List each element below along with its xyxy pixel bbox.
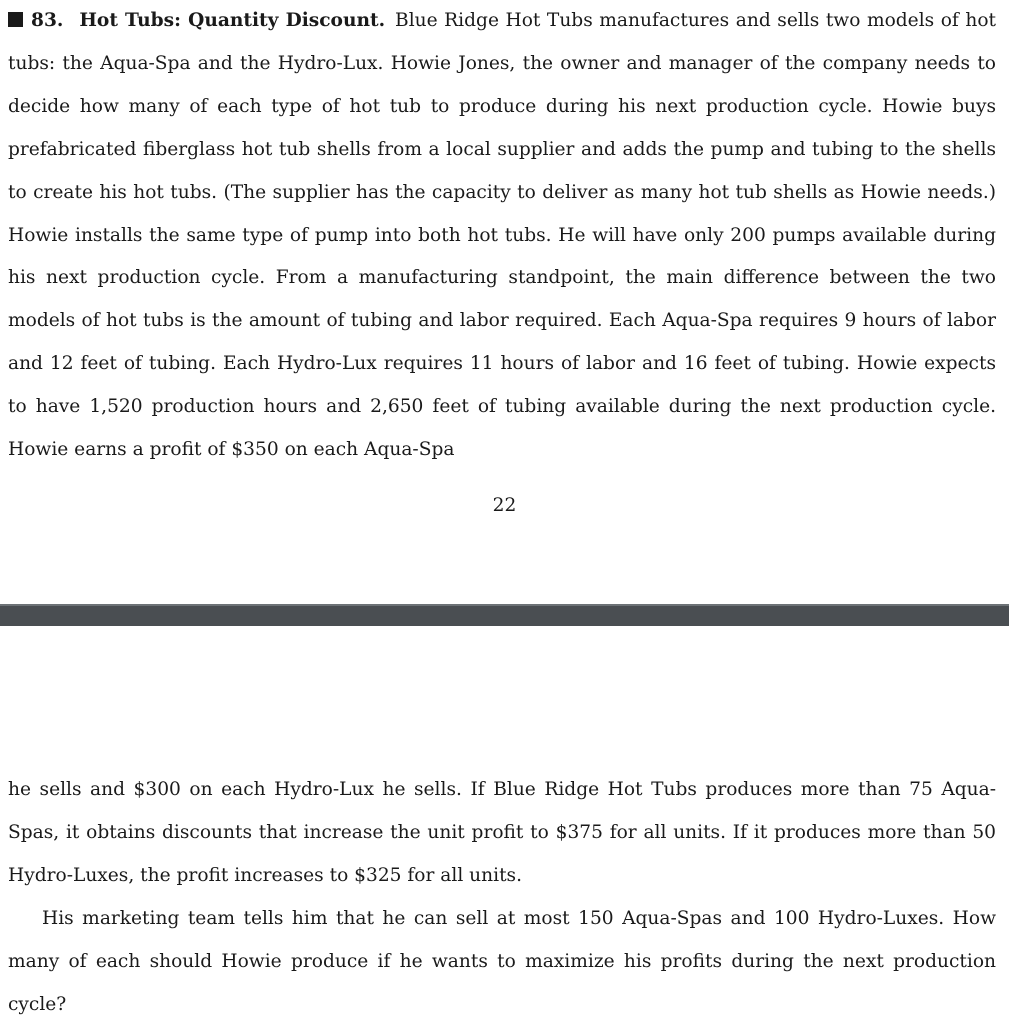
problem-title: Hot Tubs: Quantity Discount. — [79, 10, 386, 31]
square-bullet-icon — [8, 12, 23, 27]
problem-text-part3: His marketing team tells him that he can sell at most 150 Aqua-Spas and 100 Hydro-Luxes. How many of each should Howie produce if he wants to maximize his profits during the next production cycle? — [8, 908, 996, 1015]
page-number: 22 — [492, 495, 517, 516]
page-separator — [0, 604, 1009, 626]
problem-number: 83. — [31, 10, 64, 31]
problem-text-part1: Blue Ridge Hot Tubs manufactures and sells two models of hot tubs: the Aqua-Spa and the Hydro-Lux. Howie Jones, the owner and manager of the company needs to decide how many of each type of hot tub to produce during his next production cycle. Howie buys prefabricated fiberglass hot tub shells from a local supplier and adds the pump and tubing to the shells to create his hot tubs. (The supplier has the capacity to deliver as many hot tub shells as Howie needs.) Howie installs the same type of pump into both hot tubs. He will have only 200 pumps available during his next production cycle. From a manufacturing standpoint, the main difference between the two models of hot tubs is the amount of tubing and labor required. Each Aqua-Spa requires 9 hours of labor and 12 feet of tubing. Each Hydro-Lux requires 11 hours of labor and 16 feet of tubing. Howie expects to have 1,520 production hours and 2,650 feet of tubing available during the next production cycle. Howie earns a profit of $350 on each Aqua-Spa — [8, 10, 996, 461]
page-bottom — [0, 626, 1009, 1024]
problem-text-part2: he sells and $300 on each Hydro-Lux he sells. If Blue Ridge Hot Tubs produces more than 75 Aqua-Spas, it obtains discounts that increase the unit profit to $375 for all units. If it produces more than 50 Hydro-Luxes, the profit increases to $325 for all units. — [8, 779, 996, 886]
problem-paragraph-1 — [8, 0, 996, 472]
